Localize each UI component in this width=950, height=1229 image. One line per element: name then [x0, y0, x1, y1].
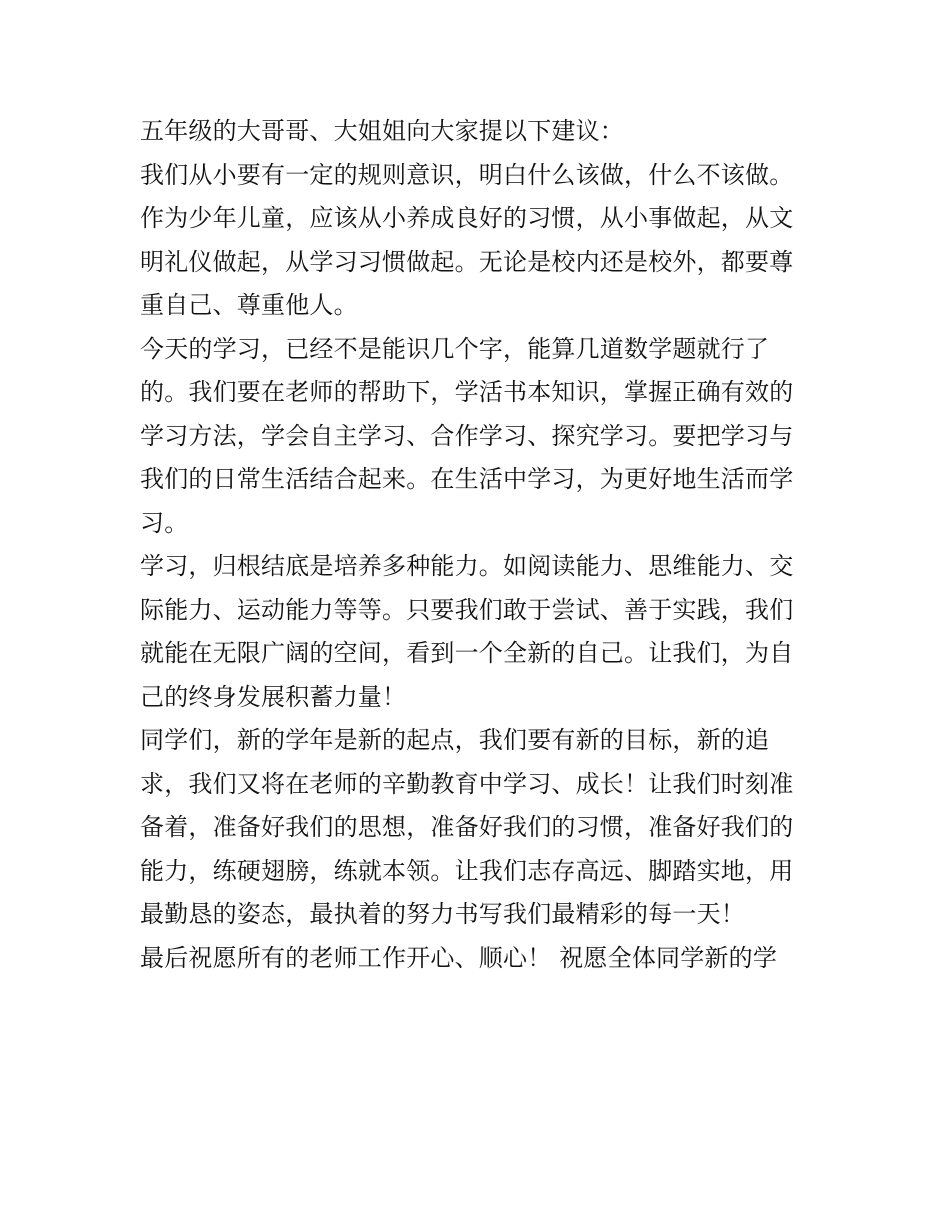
text-line: 就能在无限广阔的空间，看到一个全新的自己。让我们，为自 [140, 639, 794, 667]
text-line: 我们的日常生活结合起来。在生活中学习，为更好地生活而学 [140, 465, 794, 493]
text-line: 己的终身发展积蓄力量！ [140, 682, 407, 711]
text-line: 五年级的大哥哥、大姐姐向大家提以下建议： [140, 117, 624, 145]
text-line: 求，我们又将在老师的辛勤教育中学习、成长！让我们时刻准 [140, 769, 794, 798]
text-line: 同学们，新的学年是新的起点，我们要有新的目标，新的追 [140, 726, 770, 754]
text-line: 的。我们要在老师的帮助下，学活书本知识，掌握正确有效的 [140, 378, 794, 406]
text-line: 明礼仪做起，从学习习惯做起。无论是校内还是校外，都要尊 [140, 247, 794, 276]
text-line: 际能力、运动能力等等。只要我们敢于尝试、善于实践，我们 [140, 595, 794, 624]
text-line: 重自己、尊重他人。 [140, 291, 358, 319]
text-line: 习。 [140, 508, 189, 537]
text-line: 能力，练硬翅膀，练就本领。让我们志存高远、脚踏实地，用 [140, 856, 794, 885]
text-line: 我们从小要有一定的规则意识，明白什么该做，什么不该做。 [140, 160, 794, 189]
text-line: 学习，归根结底是培养多种能力。如阅读能力、思维能力、交 [140, 552, 794, 580]
text-line: 最勤恳的姿态，最执着的努力书写我们最精彩的每一天！ [140, 900, 745, 928]
document-body [140, 110, 820, 980]
text-line: 今天的学习，已经不是能识几个字，能算几道数学题就行了 [140, 334, 770, 363]
text-line: 作为少年儿童，应该从小养成良好的习惯，从小事做起，从文 [140, 204, 794, 232]
text-line: 备着，准备好我们的思想，准备好我们的习惯，准备好我们的 [140, 813, 794, 841]
text-line: 最后祝愿所有的老师工作开心、顺心！ 祝愿全体同学新的学 [140, 943, 778, 972]
text-line: 学习方法，学会自主学习、合作学习、探究学习。要把学习与 [140, 421, 794, 450]
